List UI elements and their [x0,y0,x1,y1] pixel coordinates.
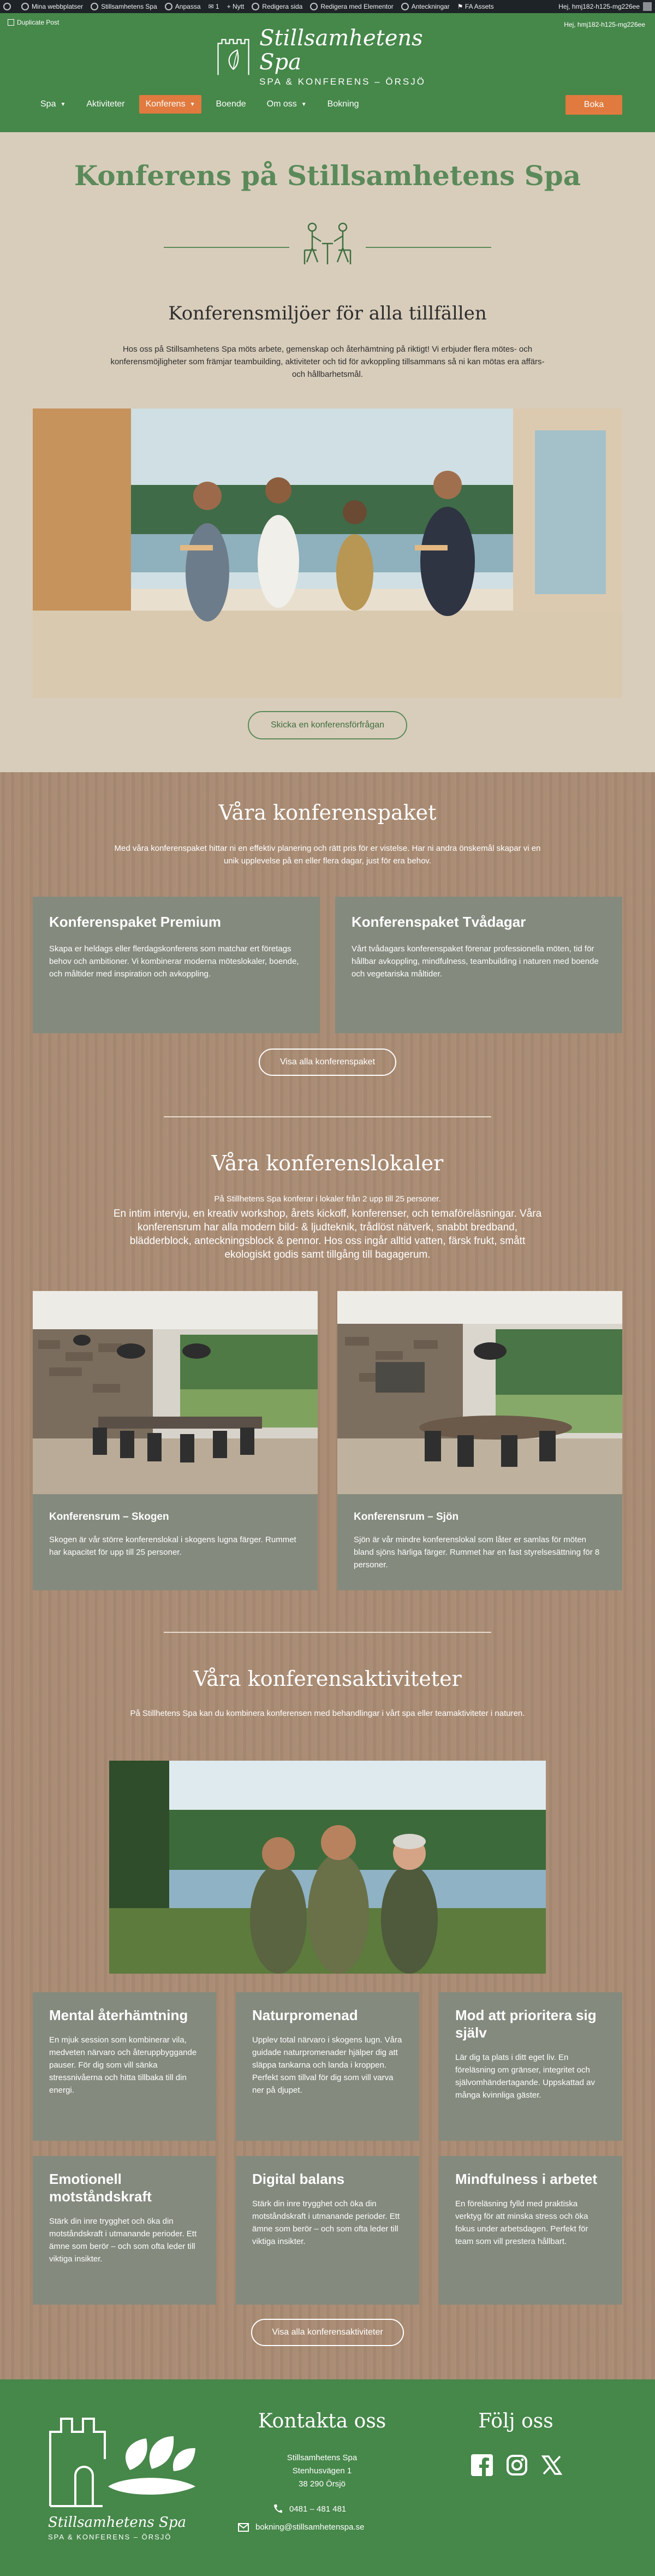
phone-icon [273,2504,283,2514]
castle-leaf-icon [216,35,251,79]
avatar[interactable] [643,2,652,11]
elementor-icon [310,3,318,10]
site-footer [0,2379,655,2576]
activity-card-nature[interactable] [236,1992,419,2141]
footer-email[interactable]: bokning@stillsamhetenspa.se [238,2522,365,2532]
rooms-intro: En intim intervju, en kreativ workshop, årets kickoff, konferenser, och temaföreläsningar. Våra konferensrum har alla modern bild- & ljudteknik, trådlöst nätverk, snabbt bredband, blädderblock, anteckningsblock & pennor. Hos oss ingår alltid vatten, färsk frukt, smått ekologiskt godis samt tillgång till bagagerum. [113,1208,542,1260]
card-title: Mental återhämtning [49,2007,188,2023]
show-activities-button[interactable]: Visa alla konferensaktiviteter [251,2319,404,2346]
nav-item-om-oss[interactable]: Om oss ▼ [266,99,307,109]
chevron-down-icon: ▼ [189,101,195,108]
card-text: Upplev total närvaro i skogens lugn. Våra guidade naturpromenader hjälper dig att släppa tankarna och landa i kroppen. Perfekt som tillval för dig som vill varva ner på djupet. [252,2035,402,2095]
plus-icon: + [227,3,231,10]
rooms-intro-small: På Stillhetens Spa konferar i lokaler från 2 upp till 25 personer. [214,1194,441,1204]
card-text: En föreläsning fylld med praktiska verktyg för att minska stress och öka fokus under arbetsdagen. Perfekt för team som vill prestera hållbart. [455,2199,588,2246]
social-links [469,2453,574,2478]
activities-title: Våra konferensaktiviteter [193,1667,462,1691]
flag-icon: ⚑ [457,3,463,10]
room-sjon-photo [337,1291,622,1494]
footer-phone[interactable]: 0481 – 481 481 [273,2504,346,2514]
admin-item-comments[interactable]: ✉ 1 [208,3,219,10]
nav-item-spa[interactable]: Spa ▼ [40,99,66,109]
footer-logo-text: Stillsamhetens Spa [48,2514,186,2531]
card-title: Konferensrum – Sjön [354,1511,459,1523]
wordpress-icon[interactable] [3,3,14,10]
card-title: Digital balans [252,2171,345,2187]
admin-item-fa-assets[interactable]: ⚑ FA Assets [457,3,494,10]
nav-item-bokning[interactable]: Bokning [327,99,359,109]
nav-item-konferens[interactable]: Konferens ▼ [139,95,202,114]
card-title: Konferenspaket Premium [49,914,221,930]
book-button[interactable]: Boka [565,95,622,115]
admin-item-site[interactable]: Stillsamhetens Spa [91,3,157,10]
notes-icon [401,3,409,10]
instagram-icon[interactable] [504,2453,529,2478]
card-text: Skogen är vår större konferenslokal i skogens lugna färger. Rummet har kapacitet för upp till 25 personer. [49,1535,296,1557]
card-title: Konferenspaket Tvådagar [352,914,526,930]
package-card-premium[interactable] [33,897,320,1033]
room-card-sjon[interactable] [337,1494,622,1590]
admin-item-edit-elementor[interactable]: Redigera med Elementor [310,3,393,10]
package-card-tvadagar[interactable] [335,897,622,1033]
section-subtitle: Konferensmiljöer för alla tillfällen [168,303,487,324]
comment-icon: ✉ [208,3,214,10]
card-title: Mod att prioritera sig själv [455,2007,597,2041]
chevron-down-icon: ▼ [301,101,307,108]
pencil-icon [252,3,259,10]
card-text: Lär dig ta plats i ditt eget liv. En föreläsning om gränser, integritet och självomhändertagande. Uppskattad av många kvinnliga gäster. [455,2053,595,2100]
card-text: Stärk din inre trygghet och öka din motståndskraft i utmanande perioder. Ett ämne som berör – och som ofta leder till viktiga insikter. [49,2217,197,2264]
room-skogen-photo [33,1291,318,1494]
activity-card-mental[interactable] [33,1992,216,2141]
admin-item-new[interactable]: + Nytt [227,3,245,10]
activities-intro: På Stillhetens Spa kan du kombinera konferensen med behandlingar i vårt spa eller teamaktiviteter i naturen. [130,1709,525,1718]
card-title: Konferensrum – Skogen [49,1511,169,1523]
castle-tree-icon [48,2410,201,2508]
header-greeting: Hej, hmj182-h125-mg226ee [564,21,645,28]
show-packages-button[interactable]: Visa alla konferenspaket [259,1049,396,1076]
nav-item-aktiviteter[interactable]: Aktiviteter [86,99,125,109]
duplicate-post-link[interactable]: Duplicate Post [8,19,59,26]
card-text: En mjuk session som kombinerar vila, medveten närvaro och återuppbyggande pauser. För dig som vill sänka stressnivåerna och hitta tillbaka till din energi. [49,2035,197,2095]
admin-item-customize[interactable]: Anpassa [165,3,201,10]
rooms-title: Våra konferenslokaler [211,1151,444,1175]
meeting-icon [289,220,366,269]
follow-title: Följ oss [478,2410,553,2432]
intro-text: Hos oss på Stillsamhetens Spa möts arbete, gemenskap och återhämtning på riktigt! Vi erbjuder flera mötes- och konferensmöjligheter som främjar teambuilding, aktiviteter och tid för avkoppling tillsammans så ni kan mötas era affärs- och hållbarhetsmål. [110,345,545,379]
chevron-down-icon: ▼ [60,101,66,108]
footer-logo[interactable] [48,2410,201,2541]
footer-logo-tagline: SPA & KONFERENS – ÖRSJÖ [48,2533,172,2541]
card-title: Naturpromenad [252,2007,358,2023]
admin-item-edit-page[interactable]: Redigera sida [252,3,302,10]
logo-tagline: SPA & KONFERENS – ÖRSJÖ [259,76,426,87]
card-title: Emotionell motståndskraft [49,2171,152,2205]
room-card-skogen[interactable] [33,1494,318,1590]
admin-item-my-sites[interactable]: Mina webbplatser [21,3,83,10]
divider [164,1632,491,1633]
activity-card-mindfulness[interactable] [439,2156,622,2305]
email-icon [238,2523,249,2532]
admin-item-notes[interactable]: Anteckningar [401,3,450,10]
activity-card-digital[interactable] [236,2156,419,2305]
contact-title: Kontakta oss [258,2410,386,2432]
site-header [0,13,655,132]
hero-section [0,132,655,772]
facebook-icon[interactable] [469,2453,495,2478]
activity-guides-photo [109,1761,546,1974]
admin-greeting[interactable]: Hej, hmj182-h125-mg226ee [558,3,640,10]
logo-text: Stillsamhetens Spa [259,26,423,75]
main-nav [34,95,373,114]
packages-title: Våra konferenspaket [218,801,437,825]
page-title: Konferens på Stillsamhetens Spa [74,159,581,192]
card-text: Stärk din inre trygghet och öka din motståndskraft i utmanande perioder. Ett ämne som berör – och som ofta leder till viktiga insikter. [252,2199,400,2246]
x-twitter-icon[interactable] [539,2453,564,2478]
home-icon [91,3,98,10]
wood-section [0,772,655,2379]
footer-address: Stillsamhetens Spa Stenhusvägen 1 38 290 Örsjö [287,2453,358,2489]
send-request-button[interactable]: Skicka en konferensförfrågan [248,711,407,739]
sites-icon [21,3,29,10]
site-logo[interactable] [216,26,445,87]
card-text: Sjön är vår mindre konferenslokal som låter er samlas för möten bland sjöns härliga färger. Rummet har en fast styrelsesättning för 8 personer. [354,1535,600,1570]
duplicate-icon [8,19,14,26]
nav-item-boende[interactable]: Boende [216,99,246,109]
activity-card-emotional[interactable] [33,2156,216,2305]
card-text: Skapa er heldags eller flerdagskonferens som matchar ert företags behov och ambitioner. Vi kombinerar moderna möteslokaler, boende, och måltider med inspiration och avkoppling. [49,944,299,979]
card-text: Vårt tvådagars konferenspaket förenar professionella möten, tid för hållbar avkoppling, mindfulness, teambuilding i naturen med boende och vegetariska måltider. [352,944,599,979]
card-title: Mindfulness i arbetet [455,2171,598,2187]
admin-bar [0,0,655,13]
conference-photo [33,408,622,698]
packages-intro: Med våra konferenspaket hittar ni en effektiv planering och rätt pris för er vistelse. Har ni andra önskemål skapar vi en unik upplevelse på en eller flera dagar, just för era behov. [114,844,541,866]
divider [164,1116,491,1117]
brush-icon [165,3,172,10]
activity-card-courage[interactable] [439,1992,622,2141]
